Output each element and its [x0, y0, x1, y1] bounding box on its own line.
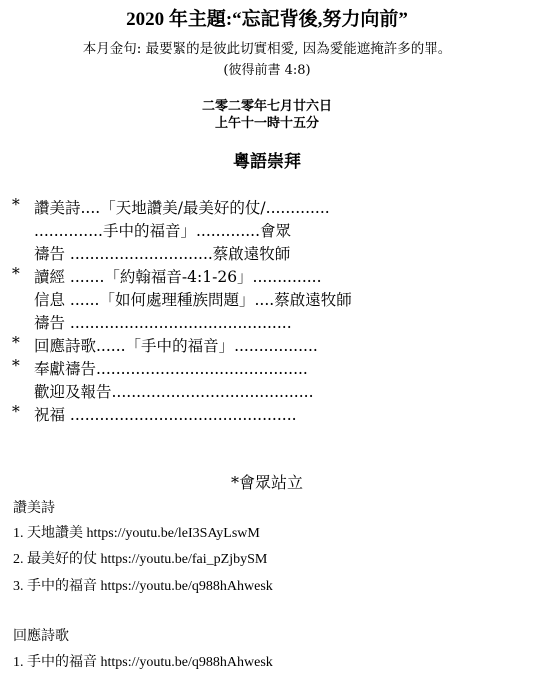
hymn-url[interactable]: https://youtu.be/fai_pZjbySM — [100, 552, 268, 567]
order-row-offering: 奉獻禱告........................................... — [34, 360, 308, 378]
verse-reference: (彼得前書 4:8) — [223, 63, 311, 78]
monthly-verse: 本月金句: 最要緊的是彼此切實相愛, 因為愛能遮掩許多的罪。 — [82, 41, 452, 57]
hymn-url[interactable]: https://youtu.be/q988hAhwesk — [100, 579, 273, 594]
standing-star: * — [12, 357, 20, 375]
order-row-sermon: 信息 ......「如何處理種族問題」....蔡啟遠牧師 — [34, 291, 352, 309]
annual-theme-title: 2020 年主題:“忘記背後,努力向前” — [126, 9, 408, 30]
hymn-number: 1. — [13, 526, 24, 541]
standing-star: * — [12, 265, 20, 283]
hymn-name: 最美好的仗 — [27, 551, 97, 567]
order-row-announcements: 歡迎及報告......................................... — [34, 383, 314, 401]
order-row-scripture: 讀經 .......「約翰福音-4:1-26」.............. — [34, 268, 322, 286]
service-time: 上午十一時十五分 — [214, 116, 319, 131]
hymn-link-item — [13, 575, 273, 595]
standing-note: *會眾站立 — [230, 473, 303, 492]
hymn-link-item — [13, 522, 260, 542]
response-link-item — [13, 651, 273, 671]
service-title: 粵語崇拜 — [233, 152, 301, 172]
hymn-number: 3. — [13, 579, 24, 594]
order-row-prayer: 禱告 .............................蔡啟遠牧師 — [34, 245, 291, 263]
service-date: 二零二零年七月廿六日 — [201, 99, 332, 114]
standing-star: * — [12, 403, 20, 421]
hymn-url[interactable]: https://youtu.be/leI3SAyLswM — [86, 526, 260, 541]
hymn-name: 手中的福音 — [27, 578, 97, 594]
order-row-benediction: 祝福 .............................................. — [34, 406, 297, 424]
order-row-hymns-cont: ..............手中的福音」.............會眾 — [34, 222, 292, 240]
standing-star: * — [12, 334, 20, 352]
hymn-number: 2. — [13, 552, 24, 567]
order-row-response-hymn: 回應詩歌......「手中的福音」................. — [34, 337, 318, 355]
hymn-name: 手中的福音 — [27, 654, 97, 670]
hymn-link-item — [13, 548, 267, 568]
order-row-hymns: 讚美詩....「天地讚美/最美好的仗/............. — [34, 199, 330, 217]
hymn-name: 天地讚美 — [27, 525, 83, 541]
standing-star: * — [12, 196, 20, 214]
hymn-url[interactable]: https://youtu.be/q988hAhwesk — [100, 655, 273, 670]
order-row-prayer-2: 禱告 ............................................. — [34, 314, 292, 332]
hymn-number: 1. — [13, 655, 24, 670]
hymns-heading: 讚美詩 — [13, 500, 55, 516]
response-heading: 回應詩歌 — [13, 628, 69, 644]
